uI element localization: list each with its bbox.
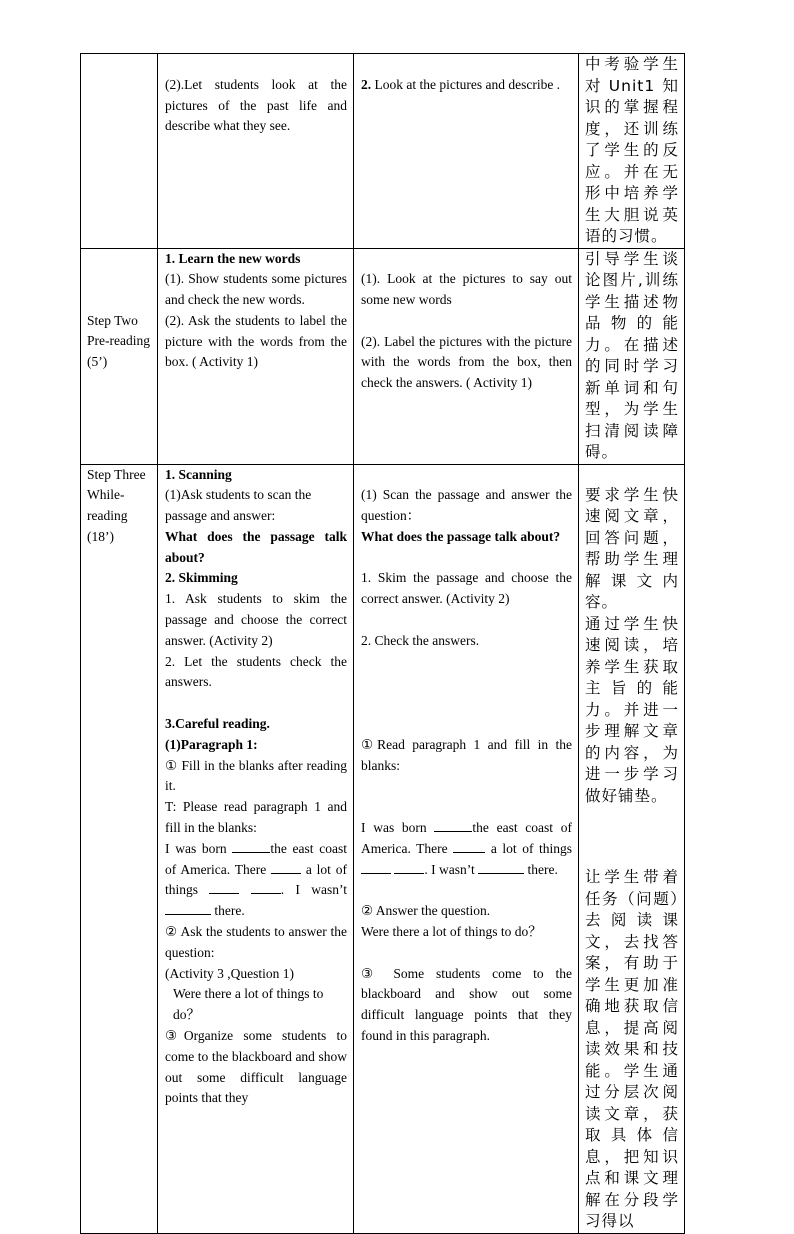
section-heading: 3.Careful reading. (165, 716, 270, 732)
teacher-text: Were there a lot of things to do？ (173, 986, 324, 1023)
blank (453, 840, 485, 853)
blank (394, 861, 424, 874)
teacher-text: (2). Ask the students to label the picture with the words from the box. ( Activity 1) (165, 312, 347, 370)
student-text: 2. Look at the pictures and describe . (361, 76, 561, 92)
purpose-text: 中考验学生对Unit1知识的掌握程度，还训练了学生的反应。并在无形中培养学生大胆说英语的习惯。 (585, 55, 679, 245)
student-text: (2). Label the pictures with the picture with the words from the box, then check the answers. ( Activity 1) (361, 333, 572, 391)
fill-blank-text: I was born the east coast of America. There a lot of things . I wasn’t there. (165, 840, 348, 919)
step-label: Step Three While-reading (18’) (87, 466, 146, 544)
blank (251, 881, 281, 894)
student-text: 2. Check the answers. (361, 632, 480, 648)
section-heading: 1. Scanning (165, 466, 232, 482)
teacher-activity-cell (158, 54, 354, 249)
teacher-question: What does the passage talk about? (165, 528, 347, 565)
blank (232, 840, 270, 853)
student-activity-cell (354, 54, 579, 249)
teacher-text: (1). Show students some pictures and check the new words. (165, 271, 347, 308)
purpose-cell (579, 54, 685, 249)
blank (165, 902, 211, 915)
student-text: (1) Scan the passage and answer the question： (361, 487, 572, 524)
table-row (81, 54, 685, 249)
student-text: 1. Skim the passage and choose the correct answer. (Activity 2) (361, 570, 572, 607)
student-text: ①Read paragraph 1 and fill in the blanks: (361, 736, 572, 773)
purpose-text: 让学生带着任务（问题）去阅读课文，去找答案，有助于学生更加准确地获取信息，提高阅读效果和技能。学生通过分层次阅读文章，获取具体信息，把知识点和课文理解在分段学习得以 (585, 868, 679, 1230)
student-text: ③ Some students come to the blackboard and show out some difficult language points that they found in this paragraph. (361, 965, 572, 1044)
purpose-text: 通过学生快速阅读，培养学生获取主旨的能力。并进一步理解文章的内容，为进一步学习做好铺垫。 (585, 614, 679, 805)
lesson-plan-table (80, 53, 685, 1234)
teacher-text: T: Please read paragraph 1 and fill in the blanks: (165, 799, 347, 836)
teacher-text: (2).Let students look at the pictures of the past life and describe what they see. (165, 76, 347, 134)
purpose-cell (579, 464, 685, 1233)
step-cell (81, 54, 158, 249)
blank (209, 881, 239, 894)
section-heading: 2. Skimming (165, 570, 238, 586)
blank (478, 861, 524, 874)
section-heading: 1. Learn the new words (165, 250, 301, 266)
teacher-text: ① Fill in the blanks after reading it. (165, 757, 347, 794)
student-activity-cell (354, 248, 579, 464)
teacher-activity-cell (158, 464, 354, 1233)
blank (271, 861, 301, 874)
teacher-text: 1. Ask students to skim the passage and choose the correct answer. (Activity 2) (165, 591, 347, 648)
section-heading: (1)Paragraph 1: (165, 736, 258, 752)
step-cell (81, 464, 158, 1233)
student-text: Were there a lot of things to do？ (361, 924, 542, 940)
teacher-text: 2. Let the students check the answers. (165, 653, 347, 690)
step-cell (81, 248, 158, 464)
teacher-text: (Activity 3 ,Question 1) (165, 965, 294, 981)
student-text: (1). Look at the pictures to say out some new words (361, 271, 572, 308)
student-question: What does the passage talk about? (361, 528, 561, 544)
table-row (81, 248, 685, 464)
purpose-cell (579, 248, 685, 464)
step-label: Step Two Pre-reading (5’) (87, 312, 150, 370)
purpose-text: 要求学生快速阅文章，回答问题，帮助学生理解课文内容。 (585, 485, 679, 611)
fill-blank-text: I was born the east coast of America. There a lot of things . I wasn’t there. (361, 820, 573, 877)
teacher-text: ③Organize some students to come to the blackboard and show out some difficult language points that they (165, 1028, 347, 1106)
student-activity-cell (354, 464, 579, 1233)
teacher-text: (1)Ask students to scan the passage and answer: (165, 487, 312, 524)
student-text: ② Answer the question. (361, 903, 491, 919)
purpose-text: 引导学生谈论图片,训练学生描述物品物的能力。在描述的同时学习新单词和句型，为学生扫清阅读障碍。 (585, 249, 679, 461)
table-row (81, 464, 685, 1233)
blank (361, 861, 391, 874)
blank (434, 819, 472, 832)
teacher-activity-cell (158, 248, 354, 464)
teacher-text: ② Ask the students to answer the question: (165, 924, 347, 960)
